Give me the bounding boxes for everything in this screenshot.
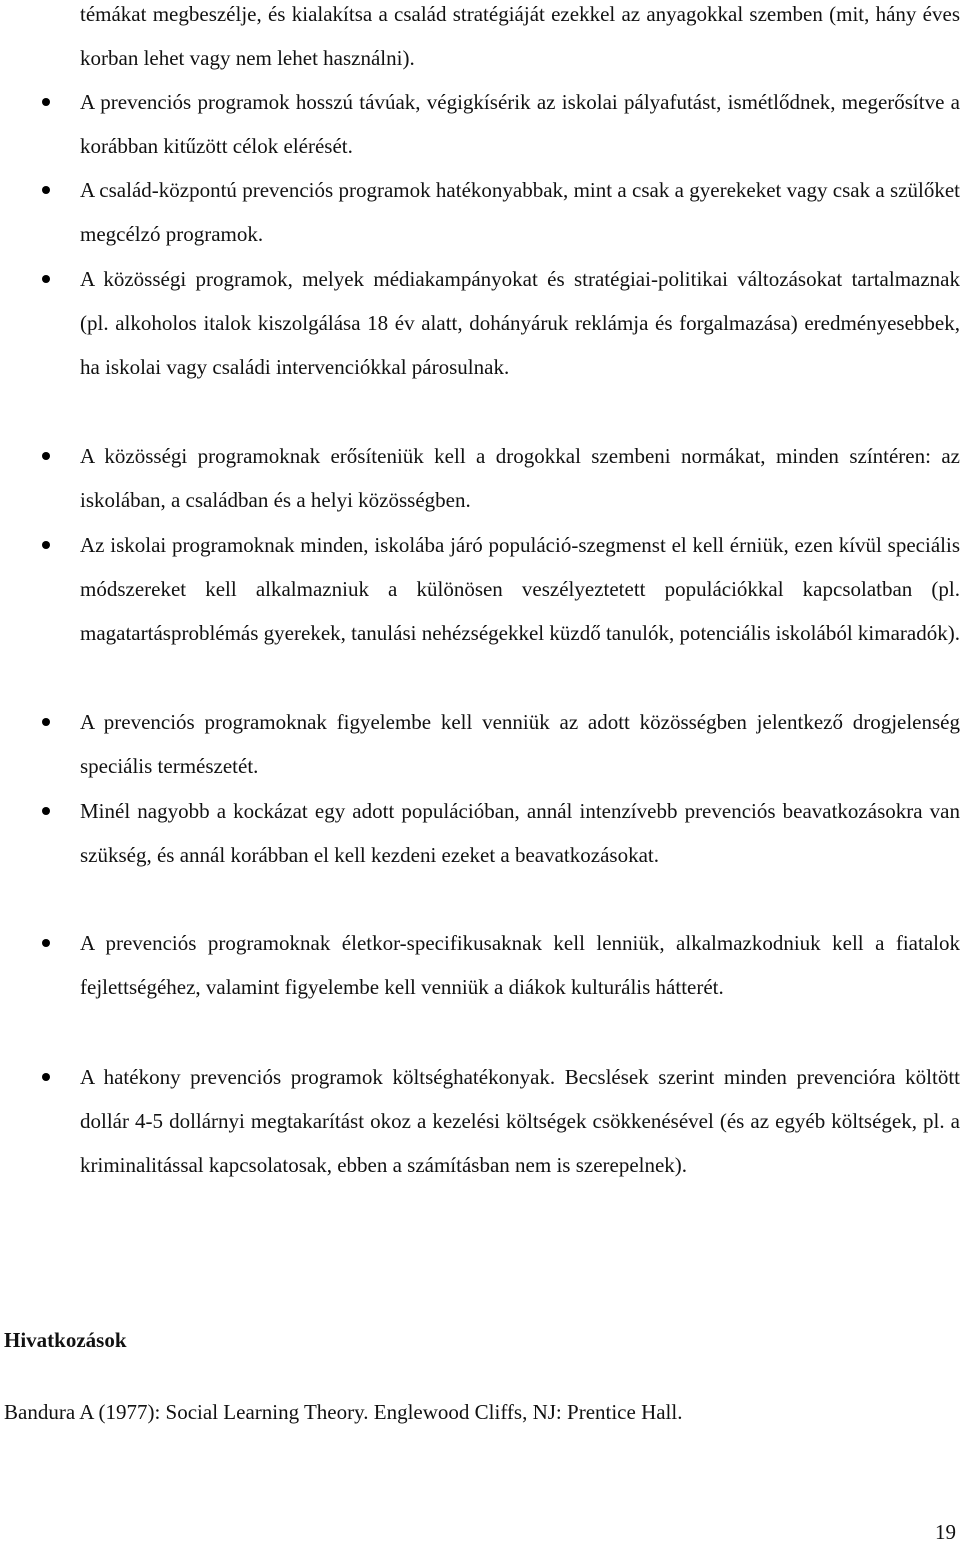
bullet-icon <box>42 98 50 106</box>
bullet-item-6: A prevenciós programoknak figyelembe kell venniük az adott közösségben jelentkező drogjelenség speciális természetét. <box>80 710 960 778</box>
bullet-icon <box>42 807 50 815</box>
bullet-icon <box>42 186 50 194</box>
bullet-item-2: A család-központú prevenciós programok hatékonyabbak, mint a csak a gyerekeket vagy csak a szülőket megcélzó programok. <box>80 178 960 246</box>
bullet-icon <box>42 541 50 549</box>
bullet-item-8: A prevenciós programoknak életkor-specifikusaknak kell lenniük, alkalmazkodniuk kell a fiatalok fejlettségéhez, valamint figyelembe kell venniük a diákok kulturális hátterét. <box>80 931 960 999</box>
bullet-icon <box>42 1073 50 1081</box>
bullet-icon <box>42 275 50 283</box>
bullet-item-1: A prevenciós programok hosszú távúak, végigkísérik az iskolai pályafutást, ismétlődnek, megerősítve a korábban kitűzött célok elérését. <box>80 90 960 158</box>
references-heading: Hivatkozások <box>4 1328 127 1352</box>
page-number: 19 <box>935 1520 956 1544</box>
continuation-paragraph: témákat megbeszélje, és kialakítsa a család stratégiáját ezekkel az anyagokkal szemben (mit, hány éves korban lehet vagy nem lehet használni). <box>80 2 960 70</box>
reference-item: Bandura A (1977): Social Learning Theory. Englewood Cliffs, NJ: Prentice Hall. <box>4 1400 683 1424</box>
bullet-item-7: Minél nagyobb a kockázat egy adott populációban, annál intenzívebb prevenciós beavatkozásokra van szükség, és annál korábban el kell kezdeni ezeket a beavatkozásokat. <box>80 799 960 867</box>
bullet-item-3: A közösségi programok, melyek médiakampányokat és stratégiai-politikai változásokat tartalmaznak (pl. alkoholos italok kiszolgálása 18 év alatt, dohányáruk reklámja és forgalmazása) eredményesebbek, ha iskolai vagy családi intervenciókkal párosulnak. <box>80 267 960 379</box>
bullet-icon <box>42 452 50 460</box>
bullet-item-4: A közösségi programoknak erősíteniük kell a drogokkal szembeni normákat, minden színtéren: az iskolában, a családban és a helyi közösségben. <box>80 444 960 512</box>
bullet-item-9: A hatékony prevenciós programok költséghatékonyak. Becslések szerint minden prevencióra költött dollár 4-5 dollárnyi megtakarítást okoz a kezelési költségek csökkenésével (és az egyéb költségek, pl. a kriminalitással kapcsolatosak, ebben a számításban nem is szerepelnek). <box>80 1065 960 1177</box>
bullet-item-5: Az iskolai programoknak minden, iskolába járó populáció-szegmenst el kell érniük, ezen kívül speciális módszereket kell alkalmazniuk a különösen veszélyeztetett populációkkal kapcsolatban (pl. magatartásproblémás gyerekek, tanulási nehézségekkel küzdő tanulók, potenciális iskolából kimaradók). <box>80 533 960 645</box>
bullet-icon <box>42 939 50 947</box>
bullet-icon <box>42 718 50 726</box>
